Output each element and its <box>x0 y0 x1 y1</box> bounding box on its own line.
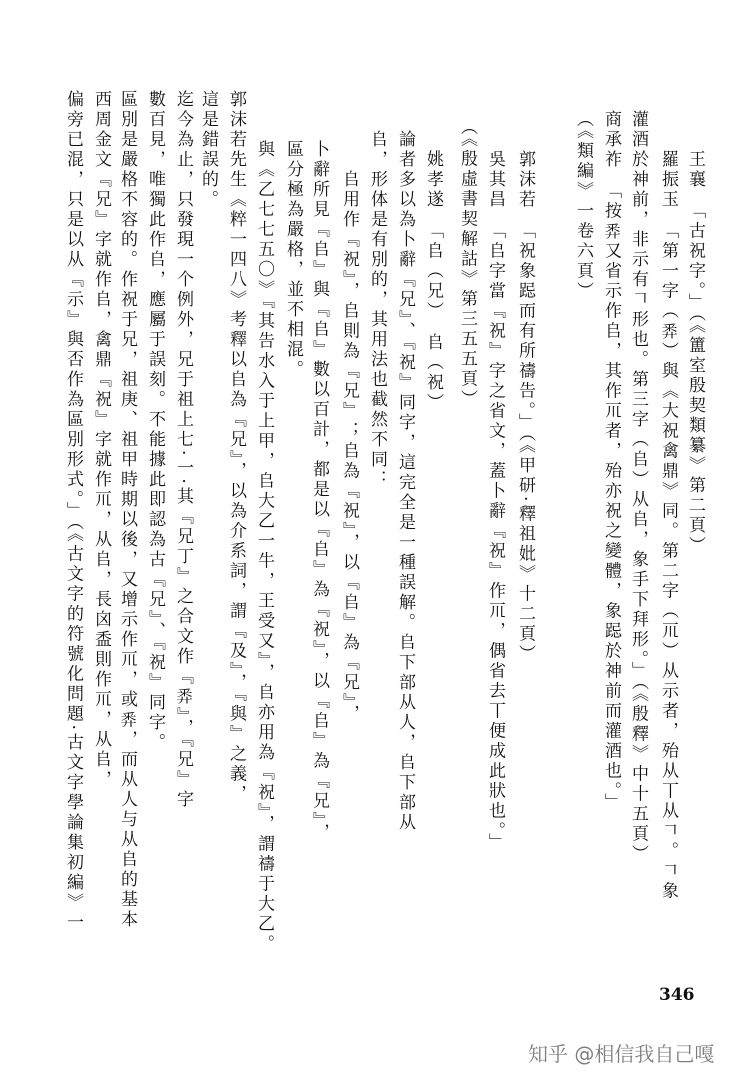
text-column: 姚孝遂 「𠂤（兄） 𠂤（祝） <box>423 150 443 413</box>
text-column: （《類編》一卷六頁） <box>573 110 593 302</box>
text-column: 𠂤，形体是有別的，其用法也截然不同： <box>367 130 387 490</box>
text-column: 迄今為止，只發現一个例外，兄于祖上七·一·其『兄丁』之合文作『𢍏』，『兄』字 <box>173 90 193 810</box>
page-number: 346 <box>659 985 695 1005</box>
text-column: 羅振玉 「第一字（𢍏）與《大祝禽鼎》同。第二字（𥘅）从示者，殆从丅从𠃍。𠃍象 <box>658 150 678 902</box>
text-column: 𠂤用作『祝』，𠂤則為『兄』；𠂤為『祝』，以『𠂤』為『兄』， <box>339 170 359 725</box>
text-column: 郭沫若 「祝象跽而有所禱告。」（《甲研·釋祖妣》十二頁） <box>515 150 535 665</box>
text-column: 區別是嚴格不容的。作祝于兄，祖庚、祖甲時期以後，又增示作𥘅，或𢍏，而从人与从𠂤的基本 <box>117 90 137 930</box>
text-column: （《殷虛書契解詁》第三五五頁） <box>457 118 477 410</box>
text-column: 郭沫若先生《粹一四八》考釋以𠂤為『兄』，以為介系詞，謂『及』，『與』之義， <box>226 90 246 805</box>
text-column: 區分極為嚴格，並不相混。 <box>283 140 303 380</box>
text-column: 偏旁已混，只是以从『示』與否作為區別形式。」（《古文字的符號化問題·古文字學論集初編》一 <box>63 90 83 933</box>
text-column: 卜辭所見『𠂤』與『𠂤』數以百計，都是以『𠂤』為『祝』，以『𠂤』為『兄』， <box>309 140 329 843</box>
text-column: 王襄 「古祝字。」（《簠室殷契類纂》第二頁） <box>685 150 705 556</box>
text-column: 數百見，唯獨此作𠂤，應屬于誤刻。不能據此即認為古『兄』、『祝』同字。 <box>145 90 165 753</box>
text-column: 商承祚 「按𢍏又省示作𠂤，其作𥘅者，殆亦祝之變體，象跽於神前而灌酒也。」 <box>601 110 621 813</box>
text-column: 論者多以為卜辭『兄』、『祝』同字，這完全是一種誤解。𠂤下部从人，𠂤下部从 <box>395 130 415 833</box>
text-column: 吳其昌 「𠂤字當『祝』字之省文，蓋卜辭『祝』作𥘅，偶省去丅便成此狀也。」 <box>485 150 505 853</box>
text-column: 與《乙七七五〇》『其告水入于上甲，𠂤大乙一牛，王受又』，𠂤亦用為『祝』，謂禱于大乙。 <box>254 140 274 955</box>
watermark: 知乎 @相信我自己嘎 <box>528 1042 715 1066</box>
text-column: 這是錯誤的。 <box>198 90 218 210</box>
text-column: 灌酒於神前，非示有𠃍形也。第三字（𠂤）从𠂤，象手下拜形。」（《殷釋》中十五頁） <box>628 110 648 865</box>
text-column: 西周金文『兄』字就作𠂤，禽鼎『祝』字就作𥘅，从𠂤，長囟盉則作𥘅，从𠂤， <box>91 90 111 790</box>
